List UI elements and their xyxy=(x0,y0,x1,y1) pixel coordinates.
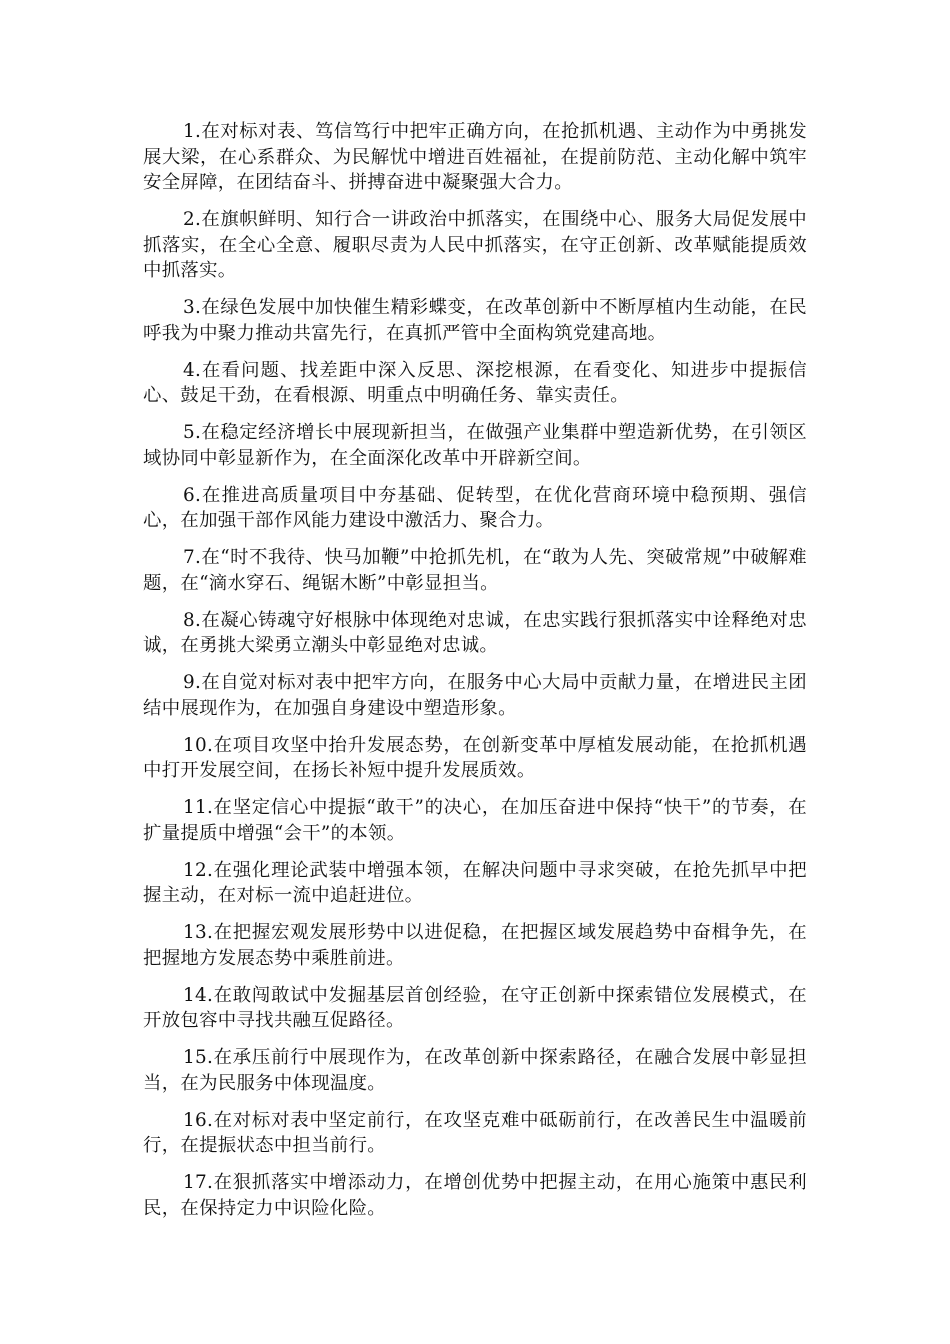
document-body xyxy=(143,119,807,1233)
paragraph-9: 9.在自觉对标对表中把牢方向，在服务中心大局中贡献力量，在增进民主团结中展现作为，在加强自身建设中塑造形象。 xyxy=(143,672,807,719)
paragraph-17: 17.在狠抓落实中增添动力，在增创优势中把握主动，在用心施策中惠民利民，在保持定力中识险化险。 xyxy=(143,1172,807,1219)
paragraph-2: 2.在旗帜鲜明、知行合一讲政治中抓落实，在围绕中心、服务大局促发展中抓落实，在全心全意、履职尽责为人民中抓落实，在守正创新、改革赋能提质效中抓落实。 xyxy=(143,209,807,281)
paragraph-4: 4.在看问题、找差距中深入反思、深挖根源，在看变化、知进步中提振信心、鼓足干劲，在看根源、明重点中明确任务、靠实责任。 xyxy=(143,359,807,406)
paragraph-13: 13.在把握宏观发展形势中以进促稳，在把握区域发展趋势中奋楫争先，在把握地方发展态势中乘胜前进。 xyxy=(143,922,807,969)
paragraph-8: 8.在凝心铸魂守好根脉中体现绝对忠诚，在忠实践行狠抓落实中诠释绝对忠诚，在勇挑大梁勇立潮头中彰显绝对忠诚。 xyxy=(143,609,807,656)
paragraph-7: 7.在“时不我待、快马加鞭”中抢抓先机，在“敢为人先、突破常规”中破解难题，在“滴水穿石、绳锯木断”中彰显担当。 xyxy=(143,547,807,594)
paragraph-12: 12.在强化理论武装中增强本领，在解决问题中寻求突破，在抢先抓早中把握主动，在对标一流中追赶进位。 xyxy=(143,859,807,906)
paragraph-16: 16.在对标对表中坚定前行，在攻坚克难中砥砺前行，在改善民生中温暖前行，在提振状态中担当前行。 xyxy=(143,1109,807,1156)
paragraph-11: 11.在坚定信心中提振“敢干”的决心，在加压奋进中保持“快干”的节奏，在扩量提质中增强“会干”的本领。 xyxy=(143,797,807,844)
paragraph-15: 15.在承压前行中展现作为，在改革创新中探索路径，在融合发展中彰显担当，在为民服务中体现温度。 xyxy=(143,1047,807,1094)
paragraph-10: 10.在项目攻坚中抬升发展态势，在创新变革中厚植发展动能，在抢抓机遇中打开发展空间，在扬长补短中提升发展质效。 xyxy=(143,734,807,781)
paragraph-3: 3.在绿色发展中加快催生精彩蝶变，在改革创新中不断厚植内生动能，在民呼我为中聚力推动共富先行，在真抓严管中全面构筑党建高地。 xyxy=(143,297,807,344)
paragraph-1: 1.在对标对表、笃信笃行中把牢正确方向，在抢抓机遇、主动作为中勇挑发展大梁，在心系群众、为民解忧中增进百姓福祉，在提前防范、主动化解中筑牢安全屏障，在团结奋斗、拼搏奋进中凝聚强大合力。 xyxy=(143,121,807,193)
paragraph-6: 6.在推进高质量项目中夯基础、促转型，在优化营商环境中稳预期、强信心，在加强干部作风能力建设中激活力、聚合力。 xyxy=(143,484,807,531)
paragraph-5: 5.在稳定经济增长中展现新担当，在做强产业集群中塑造新优势，在引领区域协同中彰显新作为，在全面深化改革中开辟新空间。 xyxy=(143,422,807,469)
paragraph-14: 14.在敢闯敢试中发掘基层首创经验，在守正创新中探索错位发展模式，在开放包容中寻找共融互促路径。 xyxy=(143,984,807,1031)
